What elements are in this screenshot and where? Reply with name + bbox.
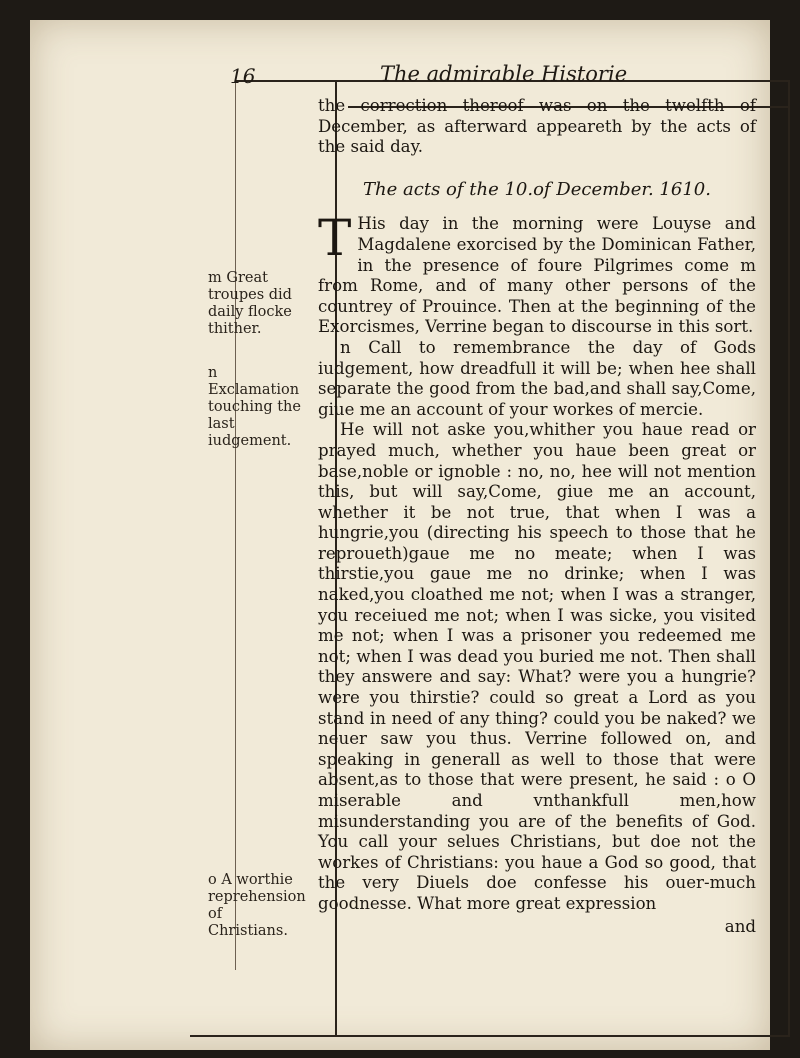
paragraph-2: n Call to remembrance the day of Gods iudgement, how dreadfull it will be; when hee shall separate the good from the bad,and shall say,Come, giue me an account of your workes of mercie. (318, 337, 756, 419)
opening-paragraph: the correction thereof was on the twelfth of December, as afterward appeareth by the acts of the said day. (318, 96, 756, 157)
paragraph-3: He will not aske you,whither you haue read or prayed much, whether you haue been great or base,noble or ignoble : no, no, hee will not mention this, but will say,Come, giue me an account, whether it be not true, that when I was a hungrie,you (directing his speech to those that he reproueth)gaue me no meate; when I was thirstie,you gaue me no drinke; when I was naked,you cloathed me not; when I was a stranger, you receiued me not; when I was sicke, you visited me not; when I was a prisoner you redeemed me not; when I was dead you buried me not. Then shall they answere and say: What? were you a hungrie? were you thirstie? could so great a Lord as you stand in need of any thing? could you be naked? we neuer saw you thus. Verrine followed on, and speaking in generall as well to those that were absent,as to those that were present, he said : o O miserable and vnthankfull men,how misunderstanding you are of the benefits of God. You call your selues Christians, but doe not the workes of Christians: you haue a God so good, that the very Diuels doe confesse his ouer-much goodnesse. What more great expression (318, 420, 756, 913)
page-number: 16 (230, 64, 256, 88)
paragraph-1-text: His day in the morning were Louyse and Magdalene exorcised by the Dominican Father, in the presence of foure Pilgrimes come m from Rome, and of many other persons of the countrey of Prouince. Then at the beginning of the Exorcismes, Verrine began to discourse in this sort. (318, 214, 756, 337)
margin-note-o: o A worthie reprehension of Christians. (208, 872, 306, 939)
margin-rule-outer (235, 80, 236, 970)
footer-rule (190, 1035, 790, 1037)
frame-rule-right (788, 80, 790, 1035)
margin-note-n: n Exclamation touching the last iudgement. (208, 365, 301, 449)
running-title: The admirable Historie (380, 62, 628, 86)
drop-capital: T (318, 209, 352, 268)
catchword: and (724, 916, 756, 936)
main-text (318, 96, 756, 937)
margin-note-m: m Great troupes did daily flocke thither. (208, 270, 292, 337)
paragraph-1 (318, 209, 756, 338)
section-heading: The acts of the 10.of December. 1610. (363, 178, 711, 200)
